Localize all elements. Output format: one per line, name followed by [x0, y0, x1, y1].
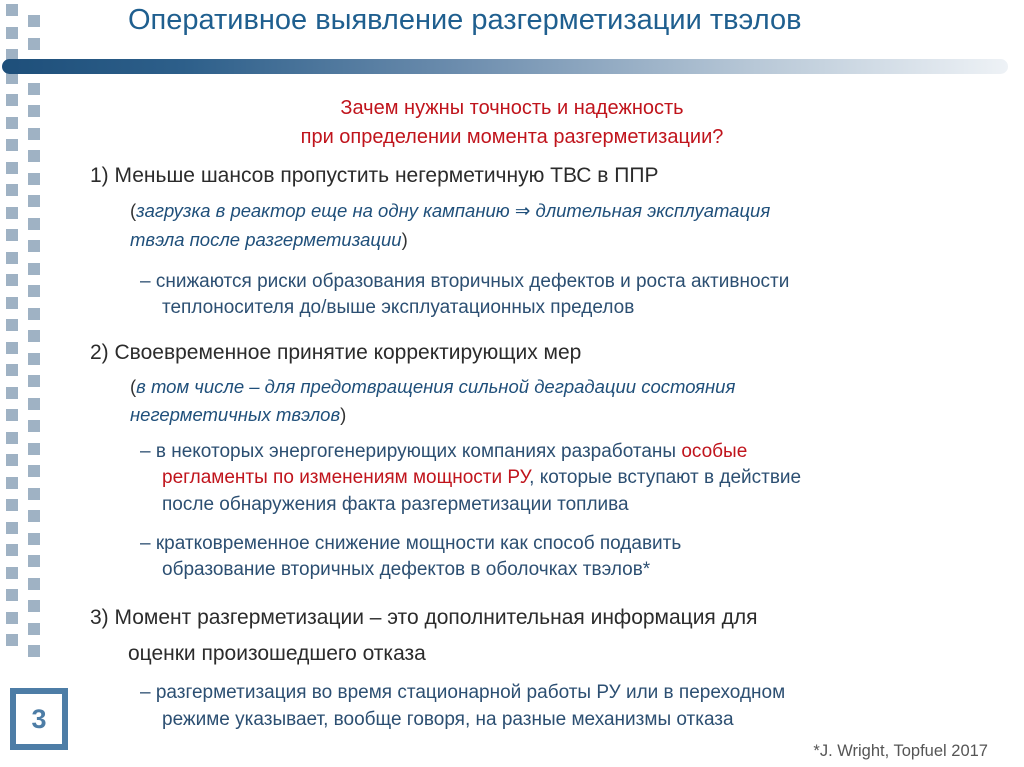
decorative-square [28, 375, 40, 387]
decorative-square [6, 634, 18, 646]
question-block [0, 94, 1024, 152]
decorative-square [28, 308, 40, 320]
decorative-square [28, 420, 40, 432]
highlight-text: регламенты по изменениям мощности РУ [162, 467, 530, 488]
decorative-square [28, 623, 40, 635]
decorative-square [28, 38, 40, 50]
decorative-square [6, 567, 18, 579]
question-line-1: Зачем нужны точность и надежность [340, 97, 684, 119]
decorative-square [6, 297, 18, 309]
decorative-square [28, 465, 40, 477]
decorative-square [28, 83, 40, 95]
decorative-square [28, 645, 40, 657]
point-1-note-line-1 [130, 200, 770, 222]
decorative-square [28, 578, 40, 590]
decorative-square [6, 589, 18, 601]
point-2-note-italic: в том числе – для предотвращения сильной деградации состояния [136, 376, 736, 397]
decorative-square [6, 229, 18, 241]
decorative-square [6, 162, 18, 174]
decorative-square [28, 240, 40, 252]
point-2-note-line-1 [130, 376, 735, 398]
paren-close: ) [340, 404, 347, 425]
decorative-square [6, 612, 18, 624]
decorative-square [6, 477, 18, 489]
point-3-dash-line-1: – разгерметизация во время стационарной работы РУ или в переходном [140, 682, 786, 703]
decorative-square [6, 207, 18, 219]
point-2-dash-1-line-2 [162, 467, 801, 489]
point-2-note-italic-2: негерметичных твэлов [130, 404, 341, 425]
decorative-square [6, 454, 18, 466]
decorative-square [28, 398, 40, 410]
decorative-square [28, 218, 40, 230]
decorative-square [28, 555, 40, 567]
point-1-note-line-2 [130, 229, 408, 251]
decorative-square [6, 499, 18, 511]
point-2-dash-2-line-2: образование вторичных дефектов в оболочках твэлов* [162, 559, 651, 580]
highlight-text: особые [681, 441, 748, 462]
decorative-square [28, 600, 40, 612]
point-1-dash-line-1: – снижаются риски образования вторичных дефектов и роста активности [140, 271, 790, 292]
decorative-square [28, 353, 40, 365]
paren-close: ) [401, 229, 408, 250]
decorative-square [28, 533, 40, 545]
page-number-box [10, 688, 68, 750]
decorative-square [6, 274, 18, 286]
point-2-note-line-2 [130, 404, 346, 426]
point-2-heading: 2) Своевременное принятие корректирующих мер [90, 341, 582, 364]
decorative-square [6, 522, 18, 534]
decorative-square [28, 285, 40, 297]
dash-text: – в некоторых энергогенерирующих компаниях разработаны [140, 441, 682, 462]
point-2-dash-1-line-1 [140, 441, 747, 463]
point-1-note-italic-2: твэла после разгерметизации [130, 229, 402, 250]
page-number: 3 [16, 694, 62, 744]
paren-open: ( [130, 200, 137, 221]
point-3-heading-line-2: оценки произошедшего отказа [128, 642, 426, 665]
decorative-square [6, 387, 18, 399]
decorative-square [6, 27, 18, 39]
decorative-square [28, 330, 40, 342]
dash-text: , которые вступают в действие [529, 467, 802, 488]
decorative-square [28, 443, 40, 455]
point-1-note-italic: загрузка в реактор еще на одну кампанию ⇒ длительная эксплуатация [136, 200, 771, 221]
paren-open: ( [130, 376, 137, 397]
decorative-square [28, 173, 40, 185]
decorative-square [28, 195, 40, 207]
decorative-square [6, 252, 18, 264]
point-1-heading: 1) Меньше шансов пропустить негерметичную ТВС в ППР [90, 164, 659, 187]
decorative-square [6, 432, 18, 444]
point-2-dash-1-line-3: после обнаружения факта разгерметизации топлива [162, 494, 629, 515]
question-line-2: при определении момента разгерметизации? [300, 126, 724, 148]
decorative-square [6, 544, 18, 556]
decorative-square [28, 263, 40, 275]
decorative-square [6, 342, 18, 354]
decorative-square [28, 488, 40, 500]
decorative-square [6, 319, 18, 331]
point-2-dash-2-line-1: – кратковременное снижение мощности как способ подавить [140, 533, 682, 554]
decorative-square [28, 15, 40, 27]
decorative-square [6, 184, 18, 196]
decorative-square [6, 4, 18, 16]
footnote: *J. Wright, Topfuel 2017 [813, 742, 988, 760]
slide-title: Оперативное выявление разгерметизации твэлов [128, 4, 802, 36]
point-1-dash-line-2: теплоносителя до/выше эксплуатационных пределов [162, 297, 635, 318]
decorative-square [6, 409, 18, 421]
point-3-heading-line-1: 3) Момент разгерметизации – это дополнительная информация для [90, 606, 758, 629]
title-underline-bar [2, 59, 1008, 74]
decorative-square [6, 364, 18, 376]
point-3-dash-line-2: режиме указывает, вообще говоря, на разные механизмы отказа [162, 709, 734, 730]
decorative-square [28, 510, 40, 522]
